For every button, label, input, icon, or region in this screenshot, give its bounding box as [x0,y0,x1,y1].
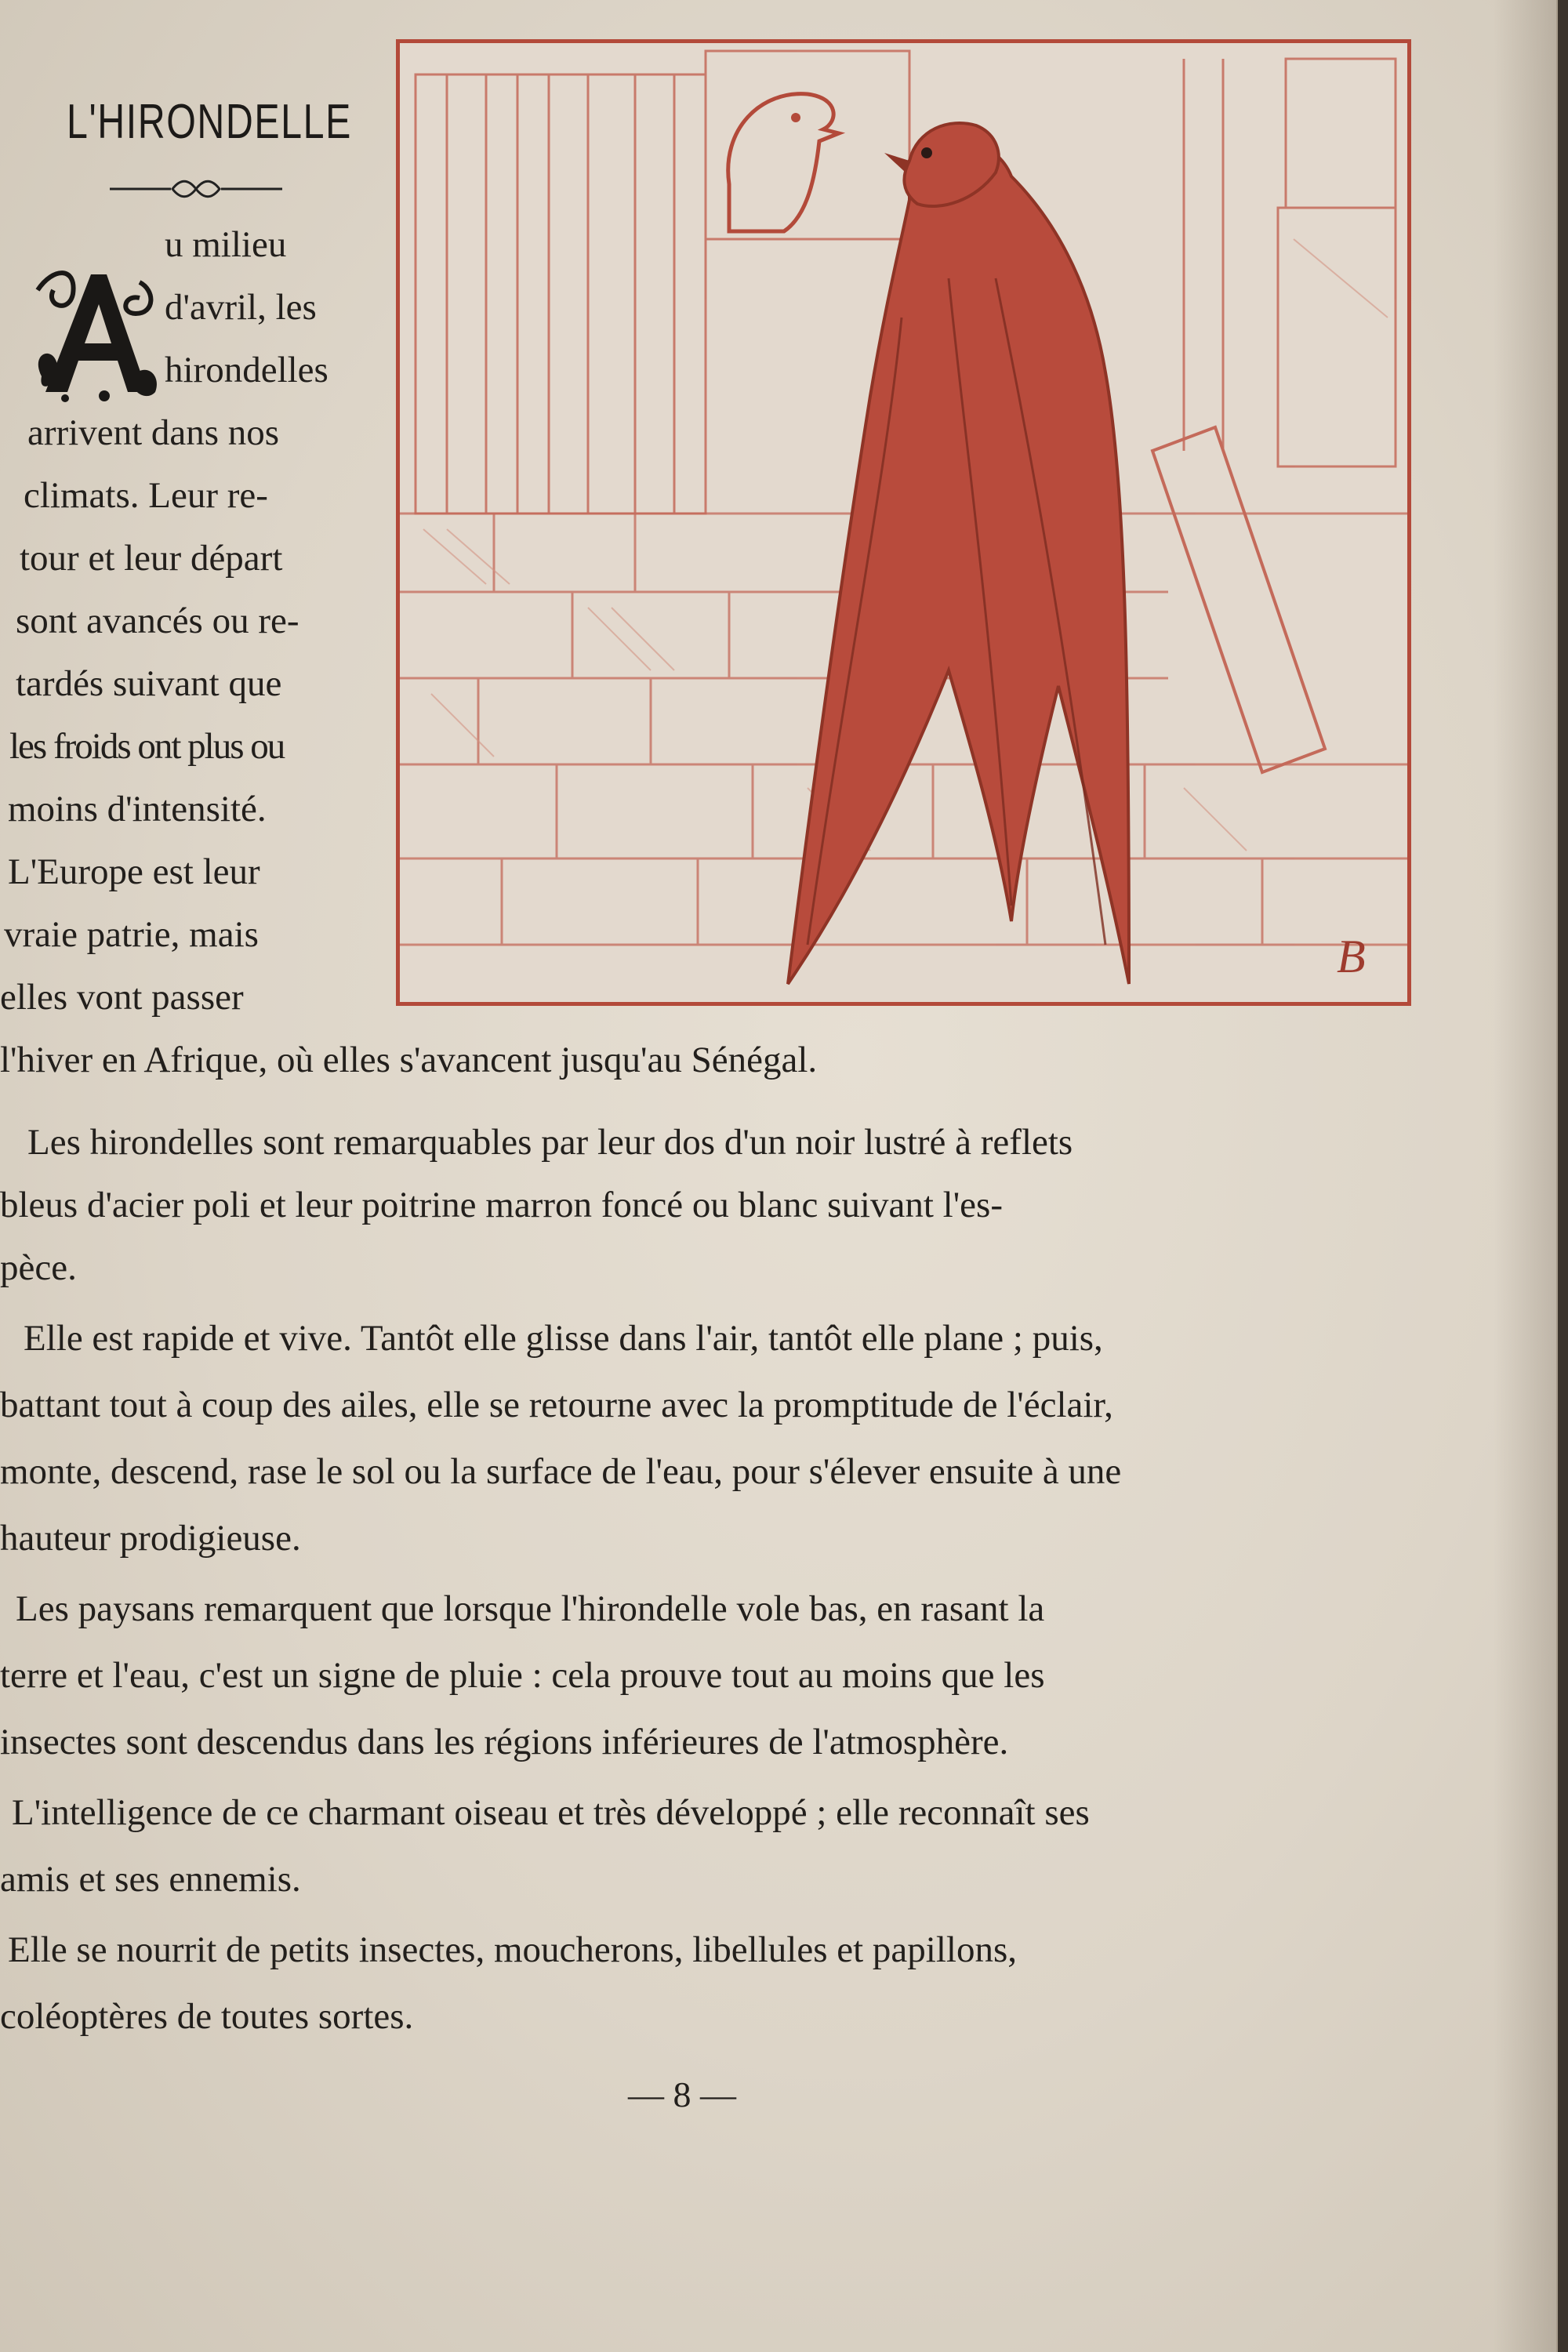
text-line: coléoptères de toutes sortes. [0,1996,414,2037]
page-edge-shadow [1494,0,1556,2352]
text-line: pèce. [0,1247,77,1288]
text-line: L'Europe est leur [8,851,260,892]
text-line: elles vont passer [0,977,244,1018]
text-line: Elle se nourrit de petits insectes, moucherons, libellules et papillons, [8,1929,1017,1970]
text-line: les froids ont plus ou [9,726,285,767]
text-line: tour et leur départ [20,538,283,579]
text-line: hirondelles [165,350,328,390]
article-title: L'HIRONDELLE [67,95,352,149]
text-line: monte, descend, rase le sol ou la surface de l'eau, pour s'élever ensuite à une [0,1451,1122,1492]
text-line: insectes sont descendus dans les régions inférieures de l'atmosphère. [0,1722,1009,1762]
text-line: vraie patrie, mais [4,914,259,955]
text-line: sont avancés ou re- [16,601,299,641]
text-line: battant tout à coup des ailes, elle se retourne avec la promptitude de l'éclair, [0,1385,1113,1425]
swallow-illustration [396,39,1411,1006]
text-line: climats. Leur re- [24,475,268,516]
text-line: Les hirondelles sont remarquables par leur dos d'un noir lustré à reflets [27,1122,1073,1163]
text-line: Elle est rapide et vive. Tantôt elle glisse dans l'air, tantôt elle plane ; puis, [24,1318,1103,1359]
page-number: — 8 — [628,2074,736,2114]
title-flourish-ornament [110,179,282,199]
artist-monogram: B [1337,931,1366,982]
text-line: l'hiver en Afrique, où elles s'avancent jusqu'au Sénégal. [0,1040,818,1080]
text-line: L'intelligence de ce charmant oiseau et très développé ; elle reconnaît ses [12,1792,1090,1833]
text-line: Les paysans remarquent que lorsque l'hirondelle vole bas, en rasant la [16,1588,1045,1629]
swallow-engraving [400,43,1407,1002]
ornamental-dropcap-a [30,259,163,404]
text-line: arrivent dans nos [27,412,280,453]
text-line: hauteur prodigieuse. [0,1518,301,1559]
text-line: bleus d'acier poli et leur poitrine marron foncé ou blanc suivant l'es- [0,1185,1003,1225]
text-line: amis et ses ennemis. [0,1859,301,1900]
text-line: u milieu [165,224,287,265]
text-line: terre et l'eau, c'est un signe de pluie : cela prouve tout au moins que les [0,1655,1045,1696]
text-line: tardés suivant que [16,663,282,704]
text-line: d'avril, les [165,287,317,328]
text-line: moins d'intensité. [8,789,267,829]
